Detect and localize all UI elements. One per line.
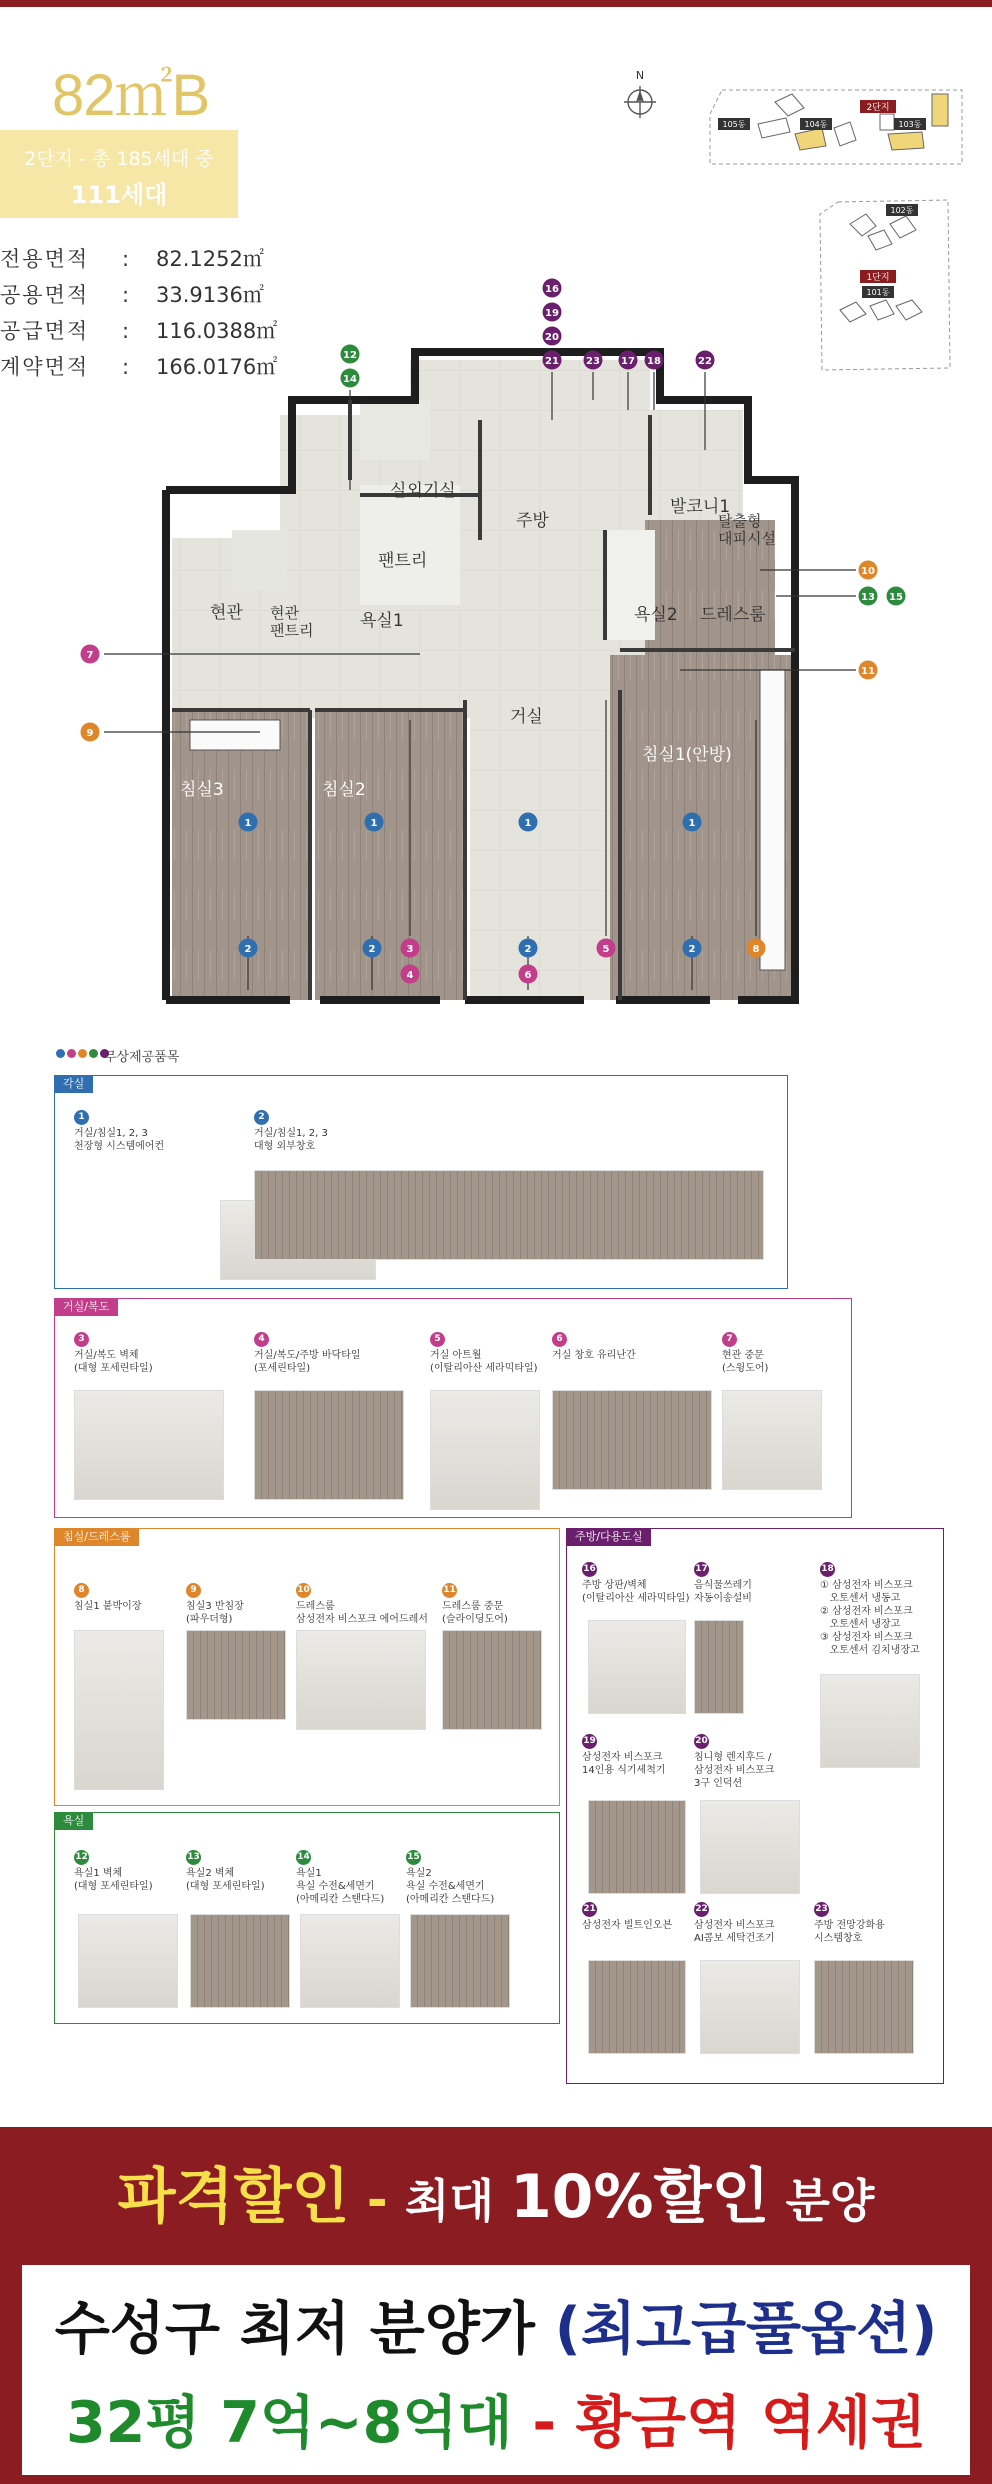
option-item-thumbnail: [722, 1390, 822, 1490]
option-item-thumbnail: [300, 1914, 400, 2008]
floor-plan: [60, 284, 920, 1010]
legend-dot: [78, 1049, 87, 1058]
option-item-thumbnail: [254, 1390, 404, 1500]
plan-marker-label: 19: [545, 308, 559, 319]
plan-marker-label: 2: [244, 944, 252, 955]
plan-marker-label: 13: [861, 592, 875, 603]
plan-marker-label: 7: [86, 650, 94, 661]
option-item: [296, 1583, 428, 1626]
area-value: 166.0176㎡: [156, 355, 278, 379]
unit-type-title: 82㎡B: [52, 63, 210, 128]
area-key: 공급면적: [0, 319, 90, 343]
option-item-thumbnail: [442, 1630, 542, 1730]
option-item-number: 17: [694, 1562, 709, 1577]
promo-word-3: 최대: [405, 2174, 510, 2228]
option-item: [74, 1583, 142, 1613]
option-panel-tag: 각실: [54, 1075, 93, 1093]
room-label-bed1: 침실1(안방): [642, 745, 732, 765]
option-item-number: 5: [430, 1332, 445, 1347]
sitemap-block2-label: 2단지: [866, 103, 890, 113]
option-item-number: 7: [722, 1332, 737, 1347]
promo-box: [22, 2265, 970, 2475]
option-item-label: 거실 창호 유리난간: [552, 1350, 636, 1361]
plan-marker-label: 15: [889, 592, 903, 603]
area-value: 33.9136㎡: [156, 283, 264, 307]
option-item-number: 23: [814, 1902, 829, 1917]
area-row-common: 공용면적 : 33.9136㎡: [0, 279, 264, 309]
room-label-bath1: 욕실1: [360, 611, 404, 631]
household-badge-line2: 111세대: [70, 181, 168, 209]
plan-marker-label: 18: [647, 356, 661, 367]
plan-marker-label: 8: [752, 944, 760, 955]
sitemap-building-105: 105동: [722, 120, 746, 129]
plan-marker-label: 1: [370, 818, 378, 829]
option-item-thumbnail: [588, 1800, 686, 1894]
option-panel-tag: 주방/다용도실: [566, 1528, 651, 1546]
option-item-number: 15: [406, 1850, 421, 1865]
option-item-number: 21: [582, 1902, 597, 1917]
option-item-number: 13: [186, 1850, 201, 1865]
plan-marker-label: 20: [545, 332, 559, 343]
option-item-label: 욕실1 욕실 수전&세면기 (아메리칸 스탠다드): [296, 1868, 385, 1905]
legend-dot: [89, 1049, 98, 1058]
plan-marker-label: 1: [524, 818, 532, 829]
household-badge: [0, 130, 238, 218]
room-label-bath2: 욕실2: [634, 605, 678, 625]
option-item: [552, 1332, 636, 1362]
option-item-label: 거실/침실1, 2, 3 대형 외부창호: [254, 1128, 328, 1152]
option-item-number: 20: [694, 1734, 709, 1749]
plan-marker-label: 12: [343, 350, 357, 361]
option-item-label: 삼성전자 빌트인오븐: [582, 1920, 673, 1931]
area-value: 82.1252㎡: [156, 247, 264, 271]
option-item-label: 욕실2 욕실 수전&세면기 (아메리칸 스탠다드): [406, 1868, 495, 1905]
plan-marker-label: 16: [545, 284, 559, 295]
option-item-number: 18: [820, 1562, 835, 1577]
promo-line2: [22, 2283, 970, 2365]
option-item: [74, 1332, 153, 1375]
option-item-label: 욕실1 벽체 (대형 포세린타일): [74, 1868, 153, 1892]
plan-marker-label: 23: [586, 356, 600, 367]
promo-line2-a: 수성구 최저 분양가: [54, 2296, 555, 2362]
option-item-thumbnail: [820, 1674, 920, 1768]
area-key: 계약면적: [0, 355, 90, 379]
option-item-thumbnail: [430, 1390, 540, 1510]
option-item: [74, 1110, 164, 1153]
area-value: 116.0388㎡: [156, 319, 278, 343]
option-item-number: 19: [582, 1734, 597, 1749]
option-item-thumbnail: [588, 1620, 686, 1714]
option-title: 무상제공품목: [104, 1050, 180, 1065]
option-item-label: 주방 전망강화용 시스템창호: [814, 1920, 885, 1944]
option-item-thumbnail: [74, 1630, 164, 1790]
legend-dot: [67, 1049, 76, 1058]
option-item-thumbnail: [700, 1800, 800, 1894]
room-label-pantry: 팬트리: [378, 551, 428, 571]
plan-marker-label: 22: [698, 356, 712, 367]
option-item-label: 주방 상판/벽체 (이탈리아산 세라믹타일): [582, 1580, 690, 1604]
plan-marker-label: 2: [368, 944, 376, 955]
option-item: [820, 1562, 920, 1657]
option-item-thumbnail: [190, 1914, 290, 2008]
option-item-label: 거실/복도/주방 바닥타일 (포세린타일): [254, 1350, 361, 1374]
plan-marker-label: 3: [406, 944, 414, 955]
promo-word-4: 10%할인: [509, 2162, 770, 2232]
option-panel-tag: 거실/복도: [54, 1298, 118, 1316]
option-item-number: 4: [254, 1332, 269, 1347]
option-item: [694, 1562, 752, 1605]
plan-marker-label: 21: [545, 356, 559, 367]
option-item-thumbnail: [552, 1390, 712, 1490]
option-legend-dots: [56, 1049, 109, 1058]
option-item-number: 16: [582, 1562, 597, 1577]
promo-line2-b: (최고급풀옵션): [554, 2296, 938, 2362]
area-key: 전용면적: [0, 247, 90, 271]
option-item: [442, 1583, 508, 1626]
option-item-label: 침니형 렌지후드 / 삼성전자 비스포크 3구 인덕션: [694, 1752, 775, 1789]
option-item: [406, 1850, 494, 1906]
sitemap-building-103: 103동: [898, 120, 922, 129]
room-label-bed2: 침실2: [322, 780, 366, 800]
option-item-label: 삼성전자 비스포크 AI콤보 세탁건조기: [694, 1920, 775, 1944]
option-item-thumbnail: [74, 1390, 224, 1500]
plan-marker-label: 9: [86, 728, 94, 739]
plan-marker-label: 14: [343, 374, 357, 385]
plan-marker-label: 1: [244, 818, 252, 829]
option-item-number: 3: [74, 1332, 89, 1347]
promo-word-1: 파격할인: [117, 2162, 350, 2232]
option-item-label: 드레스룸 삼성전자 비스포크 에어드레서: [296, 1601, 428, 1625]
option-item: [430, 1332, 538, 1375]
sitemap-building-101: 101동: [866, 288, 890, 297]
plan-marker-label: 1: [688, 818, 696, 829]
option-item-thumbnail: [186, 1630, 286, 1720]
room-label-kitchen: 주방: [516, 511, 549, 531]
option-item: [74, 1850, 153, 1893]
option-item-number: 9: [186, 1583, 201, 1598]
room-label-balcony: 발코니1: [670, 497, 731, 517]
option-item-thumbnail: [410, 1914, 510, 2008]
sitemap-block1-label: 1단지: [866, 273, 890, 283]
compass-label: N: [635, 69, 645, 82]
top-accent-line: [0, 0, 992, 7]
option-item: [722, 1332, 768, 1375]
option-item-label: 욕실2 벽체 (대형 포세린타일): [186, 1868, 265, 1892]
north-compass-icon: [620, 68, 660, 122]
option-item: [814, 1902, 885, 1945]
plan-marker-label: 2: [524, 944, 532, 955]
plan-marker-label: 5: [602, 944, 610, 955]
option-panel-tag: 침실/드레스룸: [54, 1528, 139, 1546]
room-label-living: 거실: [510, 707, 543, 727]
option-item: [582, 1902, 672, 1932]
option-item-number: 22: [694, 1902, 709, 1917]
option-item-number: 2: [254, 1110, 269, 1125]
option-panel-tag: 욕실: [54, 1812, 93, 1830]
sitemap-building-104: 104동: [804, 120, 828, 129]
option-item-label: 현관 중문 (스윙도어): [722, 1350, 769, 1374]
plan-marker-label: 2: [688, 944, 696, 955]
promo-line1: [0, 2149, 992, 2235]
option-item-thumbnail: [588, 1960, 686, 2054]
legend-dot: [56, 1049, 65, 1058]
area-key: 공용면적: [0, 283, 90, 307]
promo-banner: [0, 2127, 992, 2484]
option-item-number: 11: [442, 1583, 457, 1598]
household-badge-line1: 2단지 - 총 185세대 중: [24, 148, 214, 170]
plan-marker-label: 6: [524, 970, 532, 981]
option-item: [582, 1562, 690, 1605]
room-label-sirae: 실외기실: [390, 481, 456, 501]
promo-line3-a: 32평 7억~8억대: [65, 2390, 513, 2456]
option-item-thumbnail: [296, 1630, 426, 1730]
option-item-thumbnail: [700, 1960, 800, 2054]
option-item: [582, 1734, 666, 1777]
option-item-label: ① 삼성전자 비스포크 오토센서 냉동고 ② 삼성전자 비스포크 오토센서 냉장고 ③ 삼성전자 비스포크 오토센서 김치냉장고: [820, 1580, 920, 1656]
plan-marker-label: 10: [861, 566, 875, 577]
promo-line3-b: - 황금역 역세권: [512, 2390, 927, 2456]
option-item: [254, 1110, 328, 1153]
room-label-epantry: 현관 팬트리: [270, 604, 314, 640]
sitemap-building-102: 102동: [890, 206, 914, 215]
option-item-thumbnail: [78, 1914, 178, 2008]
plan-marker-label: 4: [406, 970, 414, 981]
option-item-number: 6: [552, 1332, 567, 1347]
promo-line3: [22, 2377, 970, 2459]
promo-word-2: -: [349, 2171, 406, 2229]
option-item: [186, 1850, 265, 1893]
option-item-label: 음식물쓰레기 자동이송설비: [694, 1580, 752, 1604]
room-label-dress: 드레스룸: [700, 605, 766, 625]
area-row-supply: 공급면적 : 116.0388㎡: [0, 315, 277, 345]
option-item-label: 침실1 붙박이장: [74, 1601, 142, 1612]
room-label-entrance: 현관: [210, 603, 243, 623]
promo-word-5: 분양: [769, 2174, 875, 2228]
room-label-evac: 탈출형 대피시설: [718, 512, 776, 548]
option-item-number: 14: [296, 1850, 311, 1865]
area-row-exclusive: 전용면적 : 82.1252㎡: [0, 243, 264, 273]
option-item-label: 거실 아트월 (이탈리아산 세라믹타일): [430, 1350, 538, 1374]
option-item: [186, 1583, 244, 1626]
option-item-label: 드레스룸 중문 (슬라이딩도어): [442, 1601, 508, 1625]
option-item: [296, 1850, 384, 1906]
option-item-label: 거실/침실1, 2, 3 천장형 시스템에어컨: [74, 1128, 165, 1152]
option-item-thumbnail: [694, 1620, 744, 1714]
option-item-thumbnail: [814, 1960, 914, 2054]
option-item-number: 12: [74, 1850, 89, 1865]
option-item-number: 10: [296, 1583, 311, 1598]
area-row-contract: 계약면적 : 166.0176㎡: [0, 351, 277, 381]
plan-marker-label: 11: [861, 666, 875, 677]
option-item-number: 1: [74, 1110, 89, 1125]
option-item-thumbnail: [254, 1170, 764, 1260]
option-item-label: 삼성전자 비스포크 14인용 식기세척기: [582, 1752, 666, 1776]
room-label-bed3: 침실3: [180, 780, 224, 800]
option-item-label: 거실/복도 벽체 (대형 포세린타일): [74, 1350, 153, 1374]
plan-marker-label: 17: [621, 356, 635, 367]
option-item: [694, 1734, 774, 1790]
option-item: [254, 1332, 361, 1375]
option-item: [694, 1902, 775, 1945]
option-item-label: 침실3 반침장 (파우더형): [186, 1601, 244, 1625]
option-item-number: 8: [74, 1583, 89, 1598]
